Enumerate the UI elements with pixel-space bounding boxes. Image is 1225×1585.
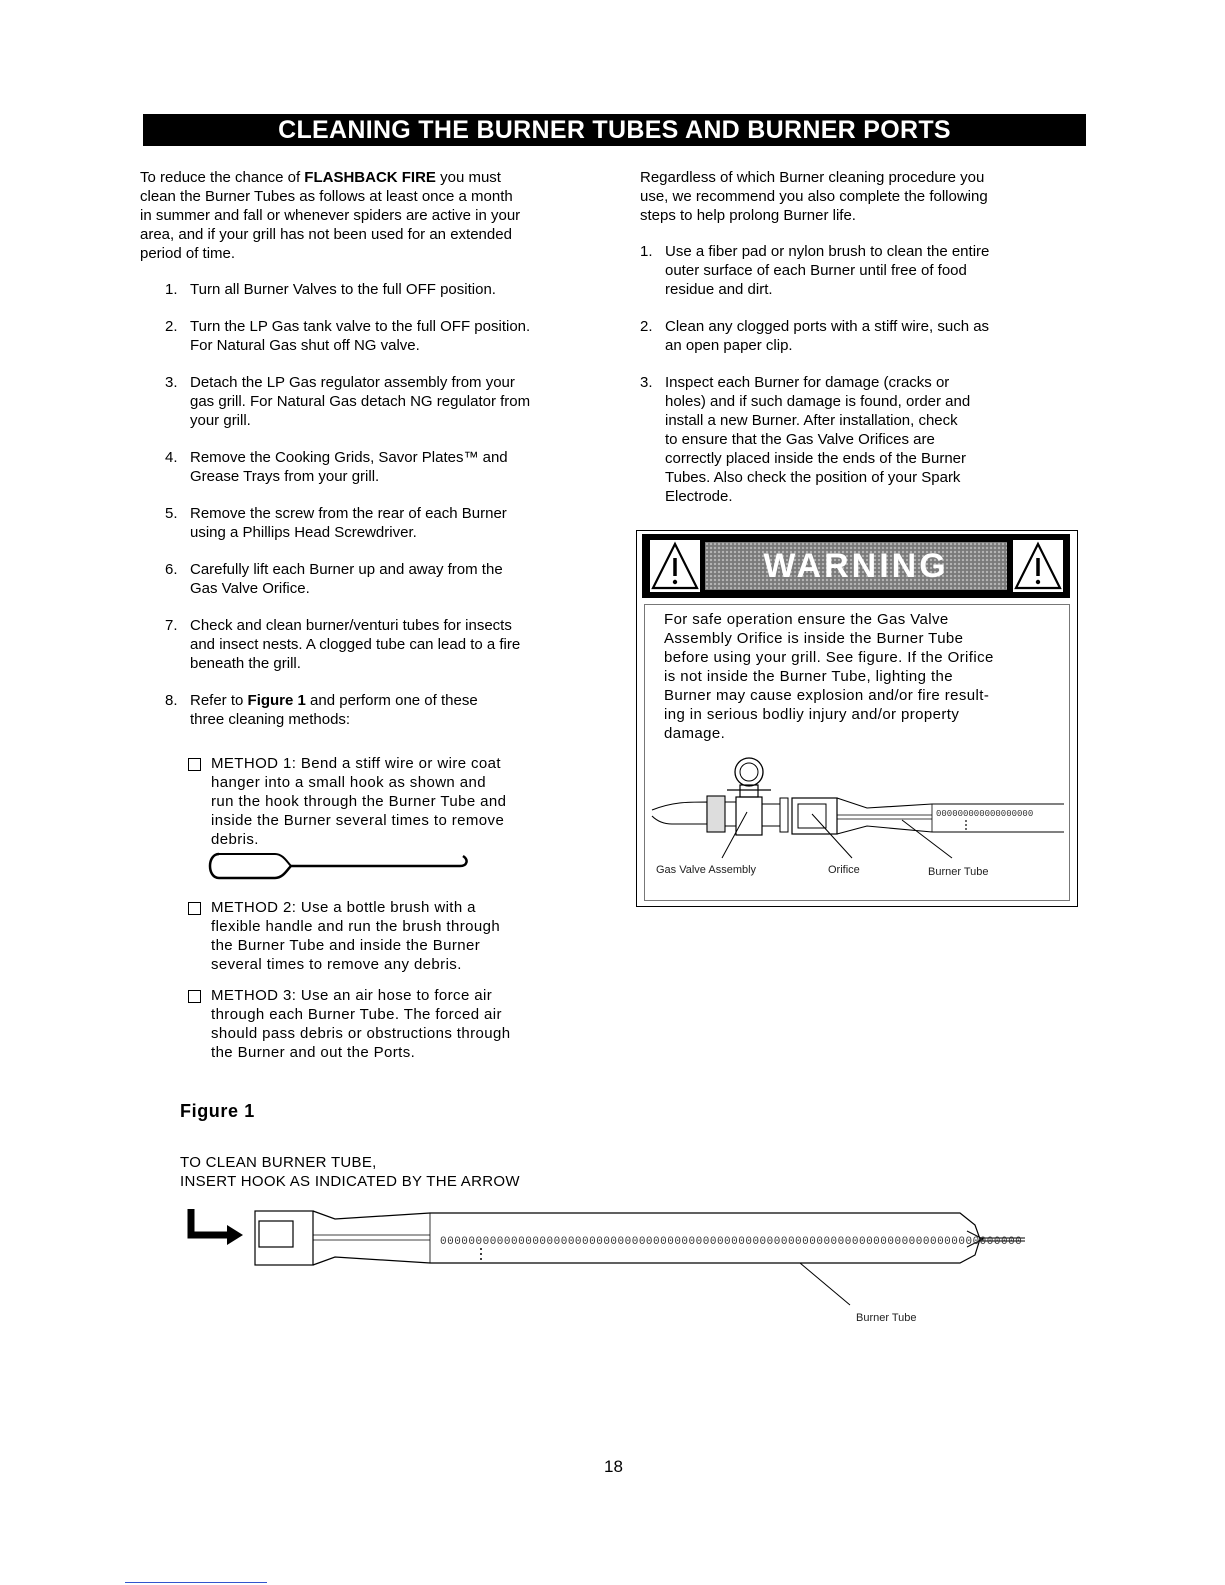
intro-line: you must	[435, 169, 501, 186]
footer-link-underline[interactable]	[125, 1582, 267, 1583]
step-line: Inspect each Burner for damage (cracks or	[665, 374, 950, 391]
method-line: flexible handle and run the brush through	[211, 918, 501, 935]
svg-text:000000000000000000000000000000: 0000000000000000000000000000000000000000000000000000000000000000000000000000000000	[440, 1236, 1023, 1248]
method-line: should pass debris or obstructions through	[211, 1025, 511, 1042]
method-line: the Burner and out the Ports.	[211, 1044, 416, 1061]
step-line: Electrode.	[665, 488, 733, 505]
right-intro-paragraph	[640, 168, 1060, 225]
step-number: 6.	[165, 561, 178, 578]
step-line: Clean any clogged ports with a stiff wire, such as	[665, 318, 990, 335]
warning-text	[664, 610, 1054, 743]
checkbox-square-icon	[188, 902, 201, 915]
step-text: and perform one of these	[305, 692, 478, 709]
flashback-fire-emphasis: FLASHBACK FIRE	[304, 169, 436, 186]
intro-line: clean the Burner Tubes as follows at least once a month	[140, 188, 513, 205]
step-line: Tubes. Also check the position of your Spark	[665, 469, 961, 486]
warning-triangle-icon	[1013, 540, 1063, 592]
intro-line: area, and if your grill has not been used for an extended	[140, 226, 512, 243]
section-title: CLEANING THE BURNER TUBES AND BURNER PORTS	[143, 114, 1086, 146]
step-line: an open paper clip.	[665, 337, 793, 354]
step-line: holes) and if such damage is found, order and	[665, 393, 971, 410]
step-number: 1.	[165, 281, 178, 298]
intro-line: use, we recommend you also complete the following	[640, 188, 988, 205]
step-number: 2.	[165, 318, 178, 335]
step-number: 8.	[165, 692, 178, 709]
step-line: Detach the LP Gas regulator assembly from your	[190, 374, 515, 391]
step-number: 1.	[640, 243, 653, 260]
step-line: and insect nests. A clogged tube can lead to a fire	[190, 636, 521, 653]
warning-line: Assembly Orifice is inside the Burner Tube	[664, 630, 964, 647]
burner-tube-illustration	[185, 1205, 1045, 1315]
svg-text:000000000000000000: 000000000000000000	[936, 809, 1034, 819]
step-line: residue and dirt.	[665, 281, 773, 298]
method-line: inside the Burner several times to remove	[211, 812, 505, 829]
method-line: the Burner Tube and inside the Burner	[211, 937, 481, 954]
step-line: Check and clean burner/venturi tubes for insects	[190, 617, 512, 634]
method-line: hanger into a small hook as shown and	[211, 774, 486, 791]
step-line: gas grill. For Natural Gas detach NG regulator from	[190, 393, 531, 410]
method-line: METHOD 3: Use an air hose to force air	[211, 987, 493, 1004]
figure-title: Figure 1	[180, 1101, 255, 1121]
intro-line: in summer and fall or whenever spiders are active in your	[140, 207, 521, 224]
burner-tube-label: Burner Tube	[928, 866, 989, 878]
step-line: install a new Burner. After installation, check	[665, 412, 958, 429]
step-line: For Natural Gas shut off NG valve.	[190, 337, 420, 354]
step-line: outer surface of each Burner until free of food	[665, 262, 967, 279]
step-line: Grease Trays from your grill.	[190, 468, 380, 485]
warning-triangle-icon	[650, 540, 700, 592]
method-line: run the hook through the Burner Tube and	[211, 793, 507, 810]
gas-valve-assembly-label: Gas Valve Assembly	[656, 864, 757, 876]
method-line: METHOD 2: Use a bottle brush with a	[211, 899, 476, 916]
step-line: Gas Valve Orifice.	[190, 580, 310, 597]
method-line: METHOD 1: Bend a stiff wire or wire coat	[211, 755, 501, 772]
figure-caption	[180, 1153, 520, 1191]
insert-arrow-icon	[191, 1209, 229, 1235]
method-line: through each Burner Tube. The forced air	[211, 1006, 502, 1023]
warning-line: Burner may cause explosion and/or fire result-	[664, 687, 990, 704]
caption-line: TO CLEAN BURNER TUBE,	[180, 1154, 377, 1171]
gas-valve-orifice-diagram	[652, 752, 1064, 862]
warning-line: damage.	[664, 725, 726, 742]
step-line: to ensure that the Gas Valve Orifices are	[665, 431, 935, 448]
intro-paragraph	[140, 168, 585, 263]
method-line: debris.	[211, 831, 259, 848]
caption-line: INSERT HOOK AS INDICATED BY THE ARROW	[180, 1173, 520, 1190]
orifice-label: Orifice	[828, 864, 860, 876]
warning-line: For safe operation ensure the Gas Valve	[664, 611, 949, 628]
step-number: 7.	[165, 617, 178, 634]
step-number: 5.	[165, 505, 178, 522]
intro-line: period of time.	[140, 245, 236, 262]
step-number: 4.	[165, 449, 178, 466]
wire-hook-illustration	[205, 850, 475, 882]
warning-line: before using your grill. See figure. If the Orifice	[664, 649, 994, 666]
step-line: Remove the screw from the rear of each Burner	[190, 505, 507, 522]
step-line: correctly placed inside the ends of the Burner	[665, 450, 967, 467]
figure-1-reference: Figure 1	[247, 692, 306, 709]
checkbox-square-icon	[188, 990, 201, 1003]
step-line: Carefully lift each Burner up and away from the	[190, 561, 503, 578]
step-line: using a Phillips Head Screwdriver.	[190, 524, 417, 541]
warning-heading: WARNING	[763, 547, 949, 585]
intro-line: Regardless of which Burner cleaning procedure you	[640, 169, 985, 186]
step-line: Use a fiber pad or nylon brush to clean the entire	[665, 243, 990, 260]
step-number: 3.	[640, 374, 653, 391]
checkbox-square-icon	[188, 758, 201, 771]
method-line: several times to remove any debris.	[211, 956, 462, 973]
step-text: Refer to	[190, 692, 248, 709]
step-line: your grill.	[190, 412, 251, 429]
step-number: 2.	[640, 318, 653, 335]
page-number: 18	[604, 1457, 623, 1476]
warning-line: ing in serious bodliy injury and/or property	[664, 706, 960, 723]
intro-line: steps to help prolong Burner life.	[640, 207, 856, 224]
step-line: three cleaning methods:	[190, 711, 351, 728]
step-line: beneath the grill.	[190, 655, 301, 672]
step-line: Turn all Burner Valves to the full OFF position.	[190, 281, 496, 298]
intro-text: To reduce the chance of	[140, 169, 305, 186]
warning-line: is not inside the Burner Tube, lighting the	[664, 668, 954, 685]
step-line: Remove the Cooking Grids, Savor Plates™ and	[190, 449, 508, 466]
burner-tube-label: Burner Tube	[856, 1312, 917, 1324]
step-line: Turn the LP Gas tank valve to the full OFF position.	[190, 318, 531, 335]
step-number: 3.	[165, 374, 178, 391]
